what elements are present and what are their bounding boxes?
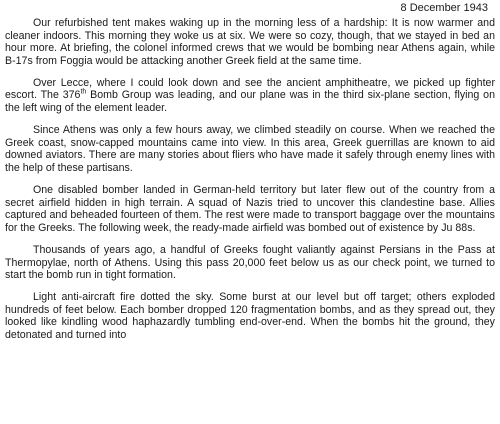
document-body [5,17,495,342]
paragraph-4: One disabled bomber landed in German-held territory but later flew out of the country from a secret airfield hidden in high terrain. A squad of Nazis tried to uncover this clandestine base. Allies captured and beheaded fourteen of them. The rest were made to transport baggage over the mountains for the Greeks. The following week, the ready-made airfield was bombed out of existence by Ju 88s. [5,184,495,234]
paragraph-3: Since Athens was only a few hours away, we climbed steadily on course. When we reached the Greek coast, snow-capped mountains came into view. In this area, Greek guerrillas are known to aid downed aviators. There are many stories about fliers who have made it safely through enemy lines with the help of these partisans. [5,124,495,174]
ordinal-suffix: th [80,88,87,96]
paragraph-2: Over Lecce, where I could look down and see the ancient amphitheatre, we picked up fighter escort. The 376th Bomb Group was leading, and our plane was in the third six-plane section, flying on the left wing of the element leader. [5,76,495,115]
paragraph-5: Thousands of years ago, a handful of Greeks fought valiantly against Persians in the Pass at Thermopylae, north of Athens. Using this pass 20,000 feet below us as our check point, we turned to start the bomb run in tight formation. [5,243,495,282]
paragraph-6: Light anti-aircraft fire dotted the sky. Some burst at our level but off target; others exploded hundreds of feet below. Each bomber dropped 120 fragmentation bombs, and as they spread out, they looked like kindling wood haphazardly tumbling end-over-end. When the bombs hit the ground, they detonated and turned into [5,291,495,341]
entry-date: 8 December 1943 [400,2,488,14]
paragraph-1: Our refurbished tent makes waking up in the morning less of a hardship: It is now warmer and cleaner indoors. This morning they woke us at six. We were so cozy, though, that we stayed in bed an hour more. At briefing, the colonel informed crews that we would be bombing near Athens again, while B-17s from Foggia would be attacking another Greek field at the same time. [5,17,495,67]
